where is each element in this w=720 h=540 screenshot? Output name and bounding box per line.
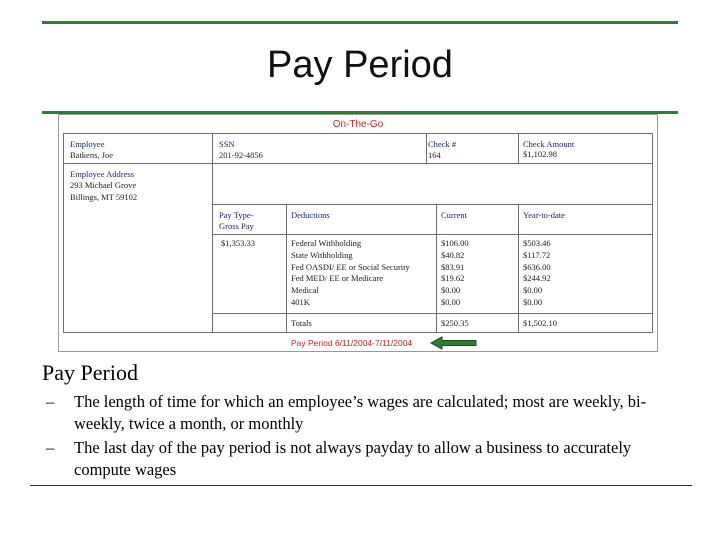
check-number-value: 164 [428,150,441,160]
deduction-ytd: $503.46 [523,238,551,248]
grid-line [63,163,653,164]
deduction-current: $40.82 [441,249,465,260]
deduction-ytd: $0.00 [523,285,543,296]
gross-pay-label: Gross Pay [219,221,254,231]
grid-line [518,133,519,164]
deduction-name: 401K [291,296,310,307]
deduction-name: State Withholding [291,249,353,260]
totals-current: $250.35 [441,318,469,328]
current-header: Current [441,210,467,220]
grid-line [426,133,427,164]
deduction-current: $0.00 [441,296,461,307]
ytd-header: Year-to-date [523,210,565,220]
check-amount-value: $1,102.98 [523,149,557,159]
totals-label: Totals [291,318,312,328]
deduction-ytd-values [523,238,551,309]
employee-label: Employee [70,139,105,149]
grid-line [63,133,653,134]
grid-line [212,204,653,205]
bullet-item [46,437,668,481]
check-amount-label: Check Amount [523,139,575,149]
address-line-2: Billings, MT 59102 [70,192,138,202]
address-line-1: 293 Michael Grove [70,180,137,190]
ssn-label: SSN [219,139,235,149]
grid-line [212,133,213,333]
top-rule [42,21,678,24]
bullet-dash: – [46,438,55,457]
deduction-current: $19.62 [441,273,465,284]
deductions-header: Deductions [291,210,330,220]
grid-line [212,234,653,235]
deduction-current-values [441,238,469,309]
deduction-current: $83.91 [441,261,465,272]
company-name: On-The-Go [332,119,384,130]
pay-period-dates: Pay Period 6/11/2004-7/11/2004 [291,338,413,348]
deduction-current: $106.00 [441,238,469,248]
deduction-name: Fed OASDI/ EE or Social Security [291,261,410,272]
employee-value: Batkens, Joe [70,150,113,160]
deduction-ytd: $117.72 [523,249,551,260]
address-label: Employee Address [70,169,134,179]
gross-pay-value: $1,353.33 [221,238,255,248]
bullet-item [46,391,668,435]
deduction-ytd: $0.00 [523,296,543,307]
grid-line [63,332,653,333]
ssn-value: 201-92-4856 [219,150,263,160]
pay-stub [58,114,658,352]
bullet-text: The length of time for which an employee’s wages are calculated; most are weekly, bi-weekly, twice a month, or monthly [74,392,647,433]
arrow-left-icon [430,336,478,350]
deduction-ytd: $244.92 [523,273,551,284]
pay-type-label: Pay Type- [219,210,254,220]
grid-line [212,313,653,314]
totals-ytd: $1,502.10 [523,318,557,328]
bottom-rule [30,485,692,486]
deduction-name: Fed MED/ EE or Medicare [291,273,384,284]
deduction-name: Medical [291,285,319,296]
deduction-ytd: $636.00 [523,261,551,272]
check-number-label: Check # [428,139,457,149]
bullet-dash: – [46,392,55,411]
slide-title: Pay Period [267,44,453,86]
deduction-names [291,238,410,309]
deduction-current: $0.00 [441,285,461,296]
deduction-name: Federal Withholding [291,238,362,248]
section-heading: Pay Period [42,360,138,385]
bullet-text: The last day of the pay period is not always payday to allow a business to accurately compute wages [74,438,632,479]
